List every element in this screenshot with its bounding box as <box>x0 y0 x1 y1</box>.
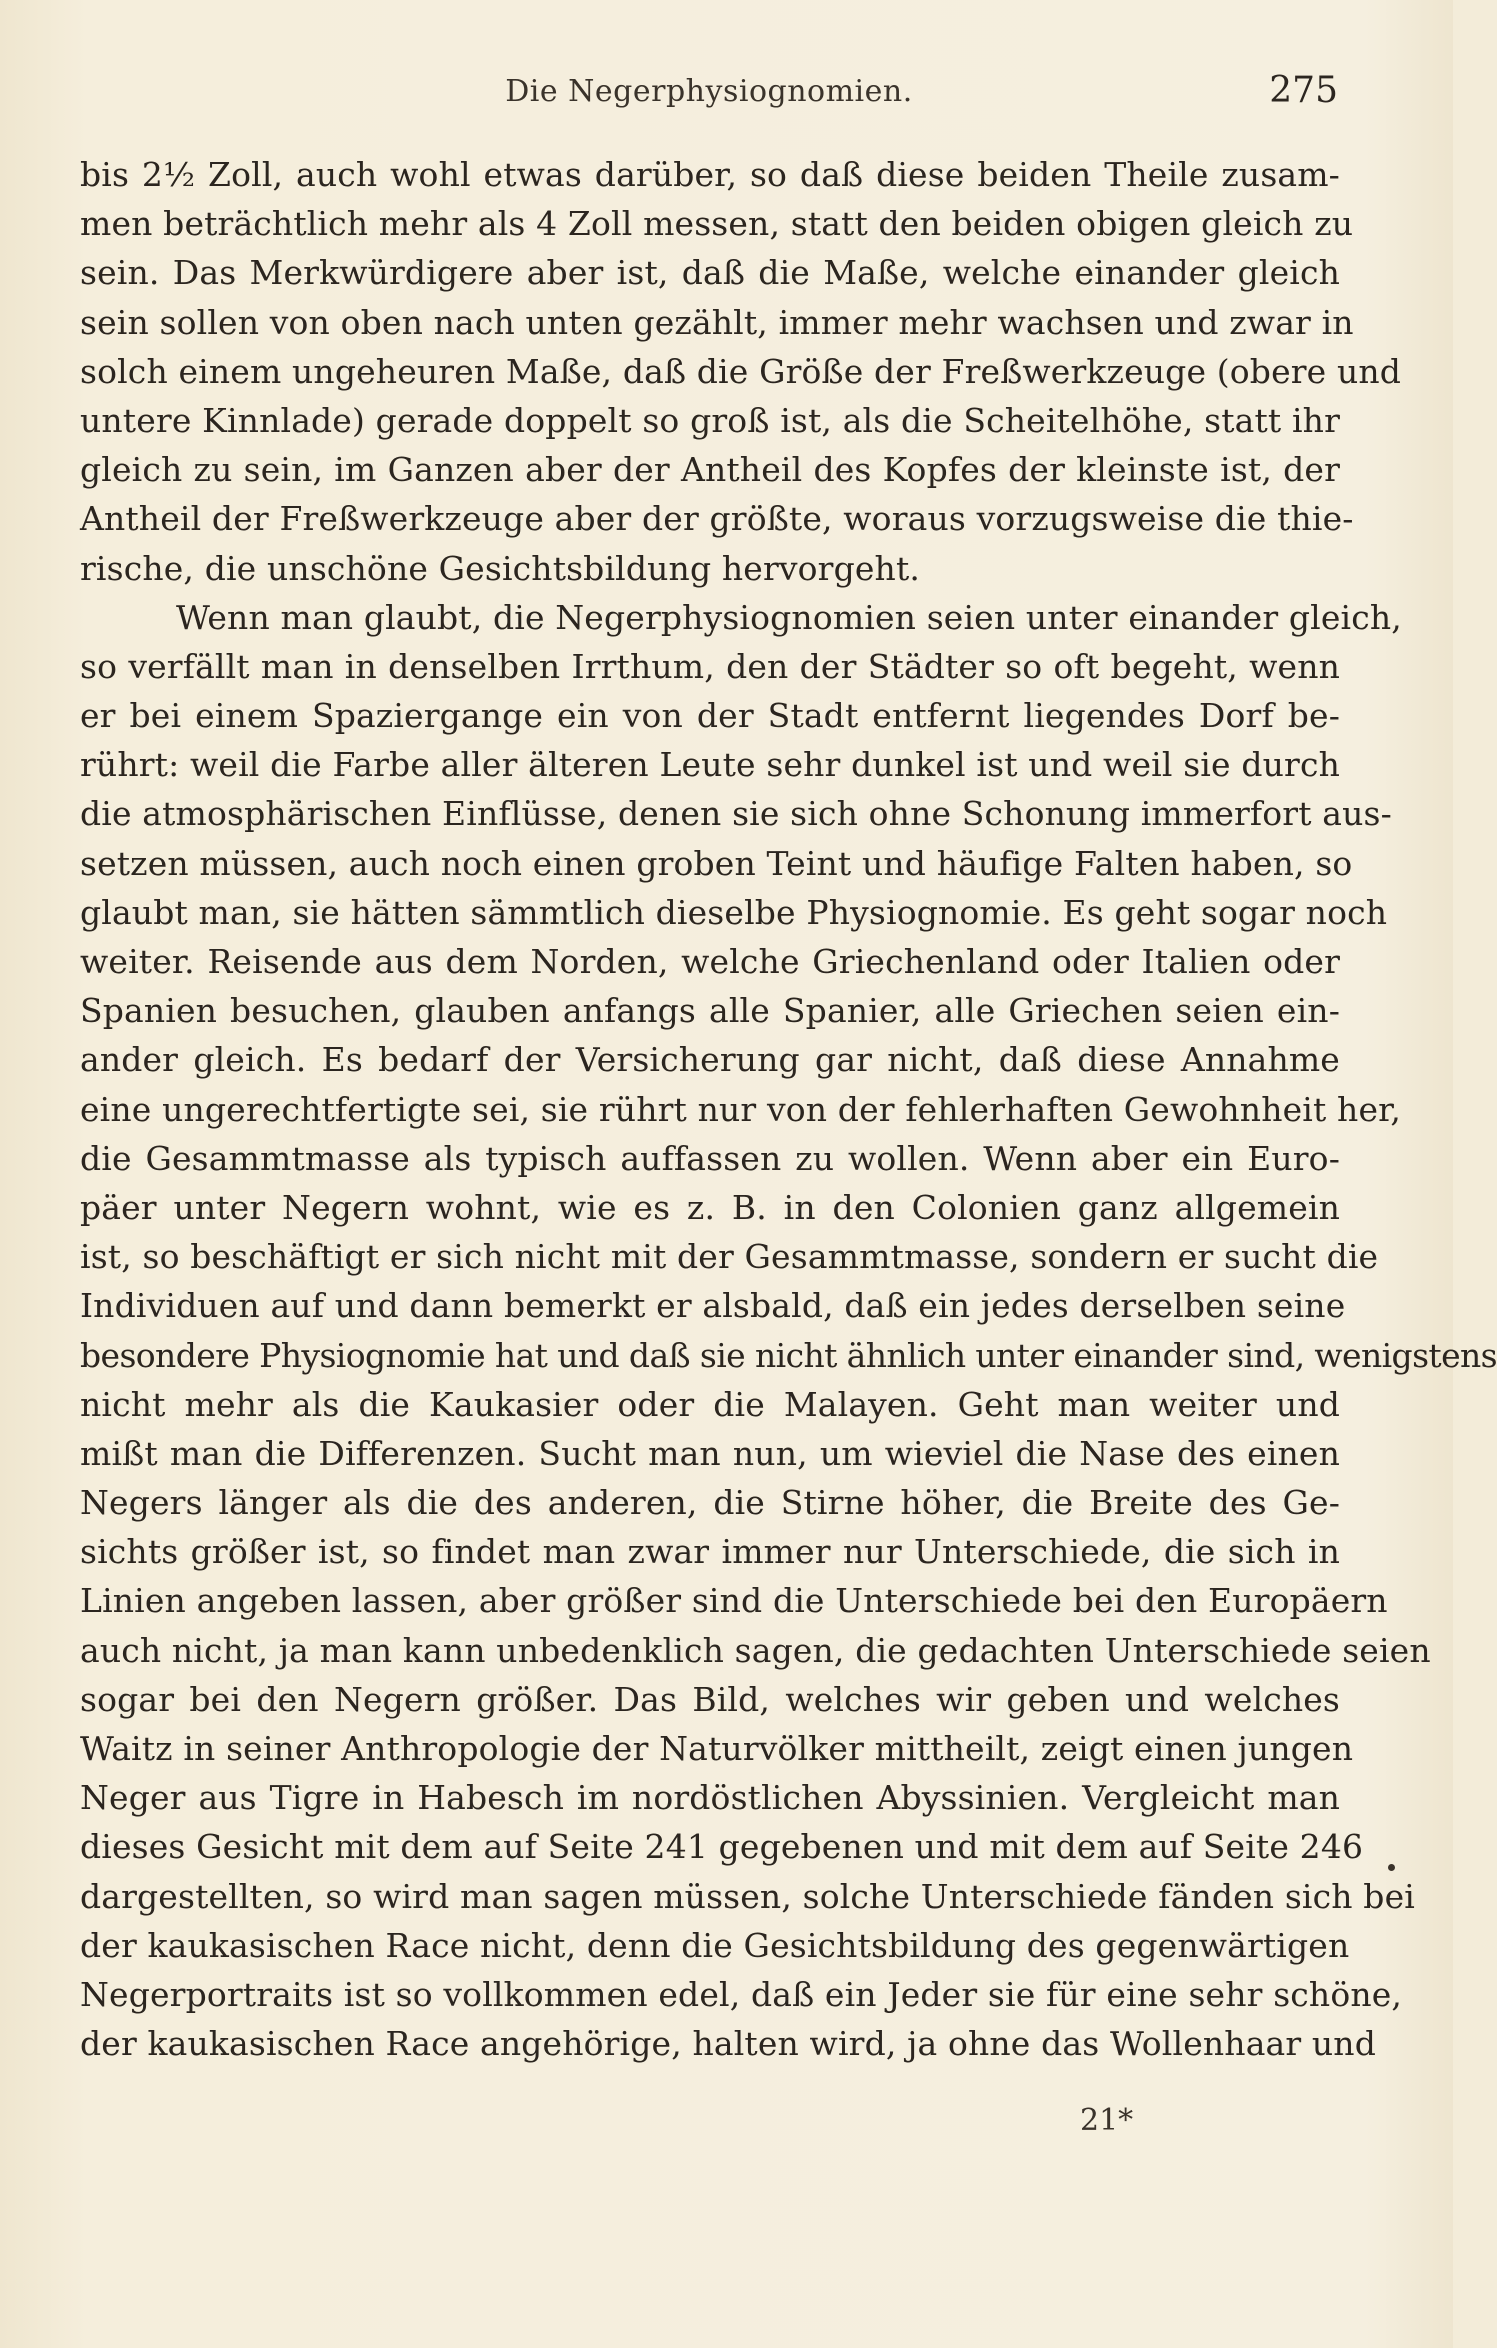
text-line: ist, so beschäftigt er sich nicht mit der Gesammtmasse, sondern er sucht die <box>80 1237 1379 1277</box>
text-line: glaubt man, sie hätten sämmtlich dieselbe Physiognomie. Es geht sogar noch <box>80 892 1388 932</box>
text-line: bis 2½ Zoll, auch wohl etwas darüber, so daß diese beiden Theile zusam- <box>80 155 1340 194</box>
text-line: rührt: weil die Farbe aller älteren Leute sehr dunkel ist und weil sie durch <box>80 745 1340 785</box>
text-line: päer unter Negern wohnt, wie es z. B. in den Colonien ganz allgemein <box>80 1187 1340 1227</box>
text-line: dieses Gesicht mit dem auf Seite 241 gegebenen und mit dem auf Seite 246 <box>80 1827 1364 1867</box>
text-line: die atmosphärischen Einflüsse, denen sie sich ohne Schonung immerfort aus- <box>80 794 1392 834</box>
page-number: 275 <box>1269 70 1338 111</box>
text-line: der kaukasischen Race nicht, denn die Gesichtsbildung des gegenwärtigen <box>80 1925 1350 1965</box>
text-line: sein. Das Merkwürdigere aber ist, daß die Maße, welche einander gleich <box>80 253 1340 293</box>
text-line: Antheil der Freßwerkzeuge aber der größte, woraus vorzugsweise die thie- <box>80 499 1354 539</box>
text-line: mißt man die Differenzen. Sucht man nun, um wieviel die Nase des einen <box>80 1433 1340 1473</box>
text-line: Linien angeben lassen, aber größer sind die Unterschiede bei den Europäern <box>80 1581 1388 1621</box>
text-line: Waitz in seiner Anthropologie der Naturvölker mittheilt, zeigt einen jungen <box>80 1729 1354 1768</box>
text-line: setzen müssen, auch noch einen groben Teint und häufige Falten haben, so <box>80 843 1353 883</box>
text-line: der kaukasischen Race angehörige, halten wird, ja ohne das Wollenhaar und <box>80 2024 1376 2064</box>
text-line: sichts größer ist, so findet man zwar immer nur Unterschiede, die sich in <box>80 1532 1340 1572</box>
text-line: sogar bei den Negern größer. Das Bild, welches wir geben und welches <box>80 1679 1340 1719</box>
text-line: rische, die unschöne Gesichtsbildung hervorgeht. <box>80 548 921 588</box>
text-line: Individuen auf und dann bemerkt er alsbald, daß ein jedes derselben seine <box>80 1286 1346 1326</box>
text-line: dargestellten, so wird man sagen müssen, solche Unterschiede fänden sich bei <box>80 1876 1415 1916</box>
text-line: men beträchtlich mehr als 4 Zoll messen, statt den beiden obigen gleich zu <box>80 204 1354 244</box>
text-line: Neger aus Tigre in Habesch im nordöstlichen Abyssinien. Vergleicht man <box>80 1778 1340 1818</box>
text-line: gleich zu sein, im Ganzen aber der Antheil des Kopfes der kleinste ist, der <box>80 450 1340 490</box>
text-line: sein sollen von oben nach unten gezählt, immer mehr wachsen und zwar in <box>80 302 1354 342</box>
text-line: er bei einem Spaziergange ein von der Stadt entfernt liegendes Dorf be- <box>80 696 1340 736</box>
text-line: Spanien besuchen, glauben anfangs alle Spanier, alle Griechen seien ein- <box>80 991 1340 1031</box>
running-head: Die Negerphysiognomien. <box>505 74 913 109</box>
text-line: weiter. Reisende aus dem Norden, welche Griechenland oder Italien oder <box>80 942 1340 981</box>
text-line: ander gleich. Es bedarf der Versicherung gar nicht, daß diese Annahme <box>80 1040 1340 1080</box>
page-header <box>80 66 1338 126</box>
text-line: solch einem ungeheuren Maße, daß die Größe der Freßwerkzeuge (obere und <box>80 351 1402 391</box>
signature-mark: 21* <box>1080 2103 1134 2138</box>
text-line: untere Kinnlade) gerade doppelt so groß ist, als die Scheitelhöhe, statt ihr <box>80 400 1340 440</box>
margin-dot <box>1388 1864 1395 1871</box>
text-line: besondere Physiognomie hat und daß sie nicht ähnlich unter einander sind, wenigstens <box>80 1335 1497 1375</box>
text-line: Negers länger als die des anderen, die Stirne höher, die Breite des Ge- <box>80 1483 1340 1523</box>
text-line: Negerportraits ist so vollkommen edel, daß ein Jeder sie für eine sehr schöne, <box>80 1974 1403 2014</box>
text-line: Wenn man glaubt, die Negerphysiognomien seien unter einander gleich, <box>176 597 1402 637</box>
text-line: auch nicht, ja man kann unbedenklich sagen, die gedachten Unterschiede seien <box>80 1630 1431 1670</box>
body-text <box>80 150 1497 2068</box>
text-line: die Gesammtmasse als typisch auffassen zu wollen. Wenn aber ein Euro- <box>80 1138 1340 1178</box>
text-line: eine ungerechtfertigte sei, sie rührt nur von der fehlerhaften Gewohnheit her, <box>80 1089 1402 1129</box>
text-line: nicht mehr als die Kaukasier oder die Malayen. Geht man weiter und <box>80 1384 1340 1424</box>
text-line: so verfällt man in denselben Irrthum, den der Städter so oft begeht, wenn <box>80 646 1340 686</box>
